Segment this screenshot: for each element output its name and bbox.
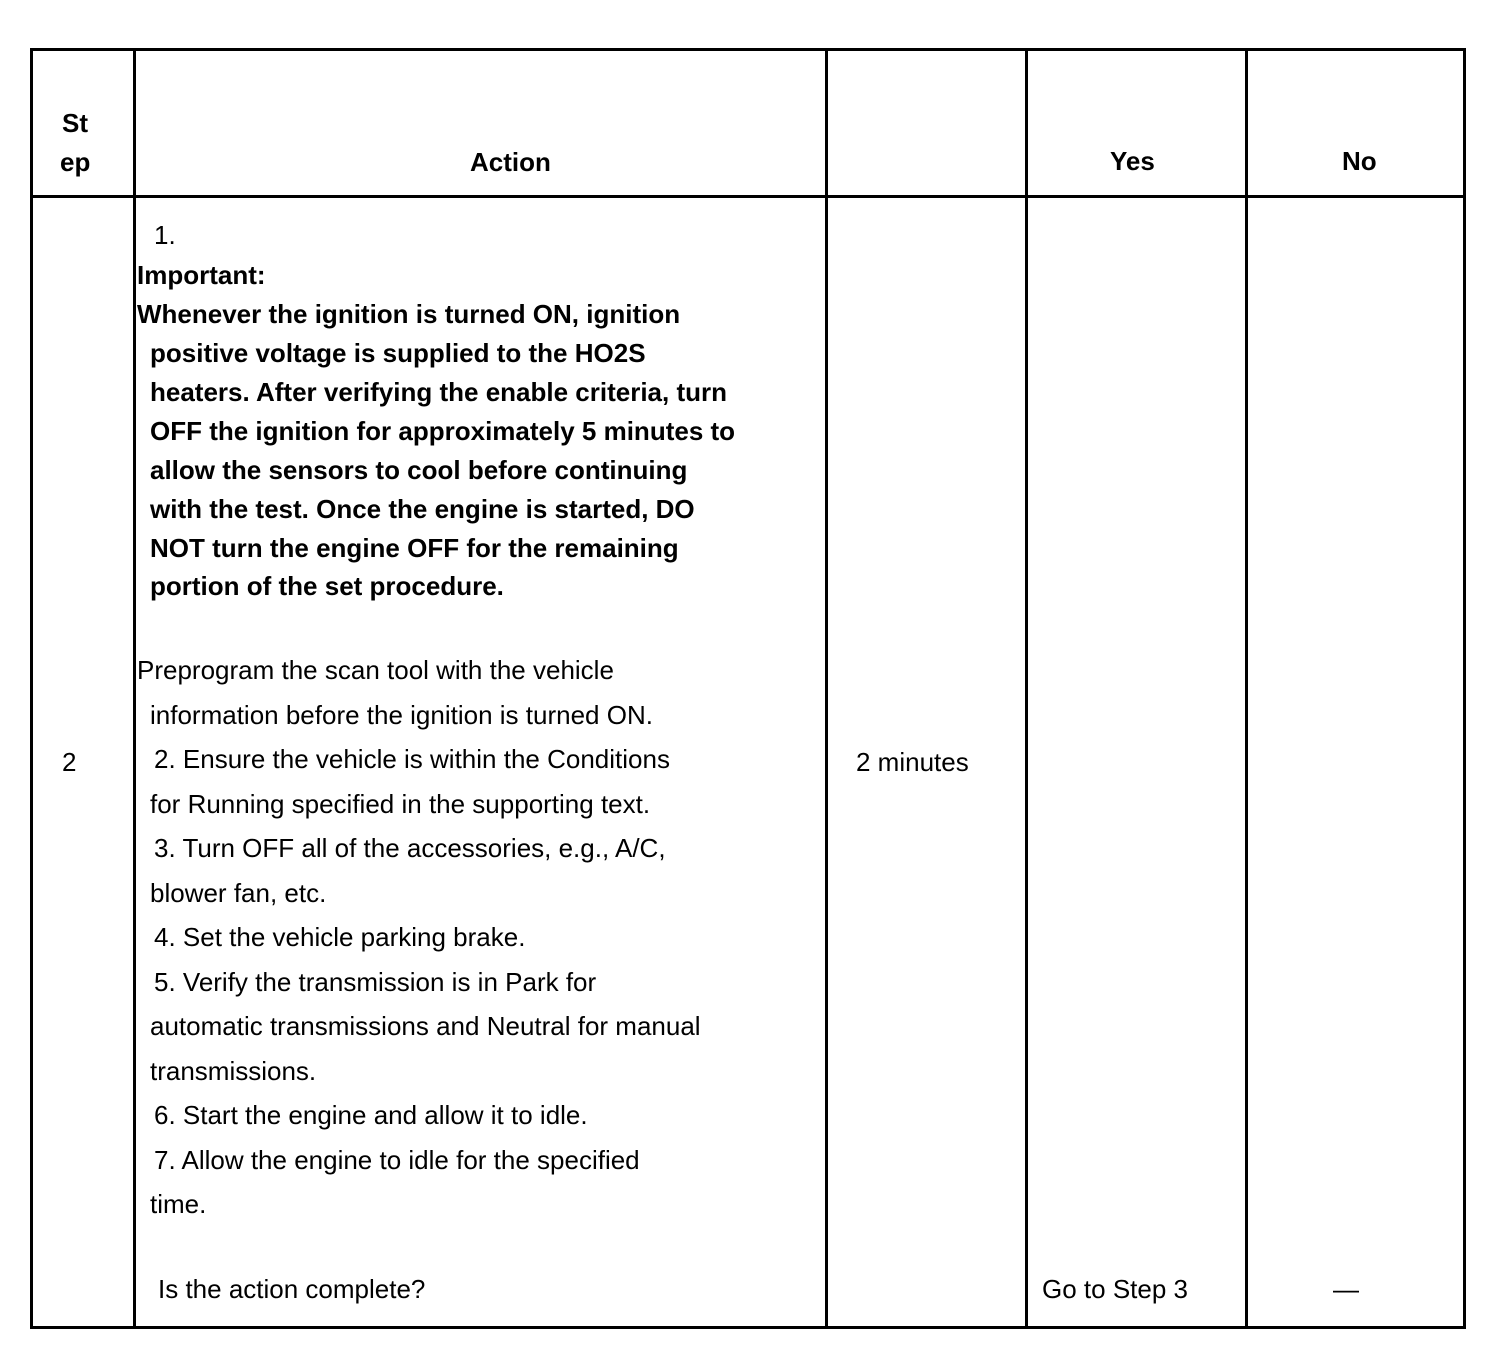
row-value: 2 minutes: [856, 747, 969, 777]
row-no-action: —: [1333, 1274, 1359, 1304]
important-label: Important:: [137, 260, 266, 290]
header-action: Action: [470, 147, 551, 177]
action-line: 7. Allow the engine to idle for the specified: [154, 1145, 640, 1175]
important-line: heaters. After verifying the enable criteria, turn: [150, 377, 727, 407]
column-divider: [1025, 51, 1028, 1326]
important-line: allow the sensors to cool before continuing: [150, 455, 688, 485]
header-divider: [33, 195, 1463, 198]
action-line: information before the ignition is turned ON.: [150, 700, 653, 730]
action-step1-number: 1.: [154, 220, 176, 250]
header-step-line2: ep: [60, 147, 91, 177]
row-yes-action: Go to Step 3: [1042, 1274, 1188, 1304]
important-line: with the test. Once the engine is started, DO: [150, 494, 695, 524]
important-line: portion of the set procedure.: [150, 571, 504, 601]
important-line: NOT turn the engine OFF for the remaining: [150, 533, 679, 563]
action-line: 5. Verify the transmission is in Park for: [154, 967, 597, 997]
action-line: time.: [150, 1189, 207, 1219]
action-line: 2. Ensure the vehicle is within the Conditions: [154, 744, 670, 774]
row-step-number: 2: [62, 747, 77, 777]
action-line: automatic transmissions and Neutral for manual: [150, 1011, 701, 1041]
action-line: 4. Set the vehicle parking brake.: [154, 922, 526, 952]
action-line: 3. Turn OFF all of the accessories, e.g., A/C,: [154, 833, 666, 863]
header-step-line1: St: [62, 108, 88, 138]
action-line: transmissions.: [150, 1056, 317, 1086]
action-question: Is the action complete?: [158, 1274, 426, 1304]
action-line: 6. Start the engine and allow it to idle.: [154, 1100, 588, 1130]
action-line: blower fan, etc.: [150, 878, 327, 908]
action-line: for Running specified in the supporting text.: [150, 789, 651, 819]
action-line: Preprogram the scan tool with the vehicle: [137, 655, 614, 685]
column-divider: [825, 51, 828, 1326]
important-line: positive voltage is supplied to the HO2S: [150, 338, 646, 368]
column-divider: [1245, 51, 1248, 1326]
column-divider: [133, 51, 136, 1326]
important-line: OFF the ignition for approximately 5 minutes to: [150, 416, 736, 446]
header-no: No: [1342, 146, 1377, 176]
header-yes: Yes: [1110, 146, 1155, 176]
important-line: Whenever the ignition is turned ON, ignition: [137, 299, 681, 329]
